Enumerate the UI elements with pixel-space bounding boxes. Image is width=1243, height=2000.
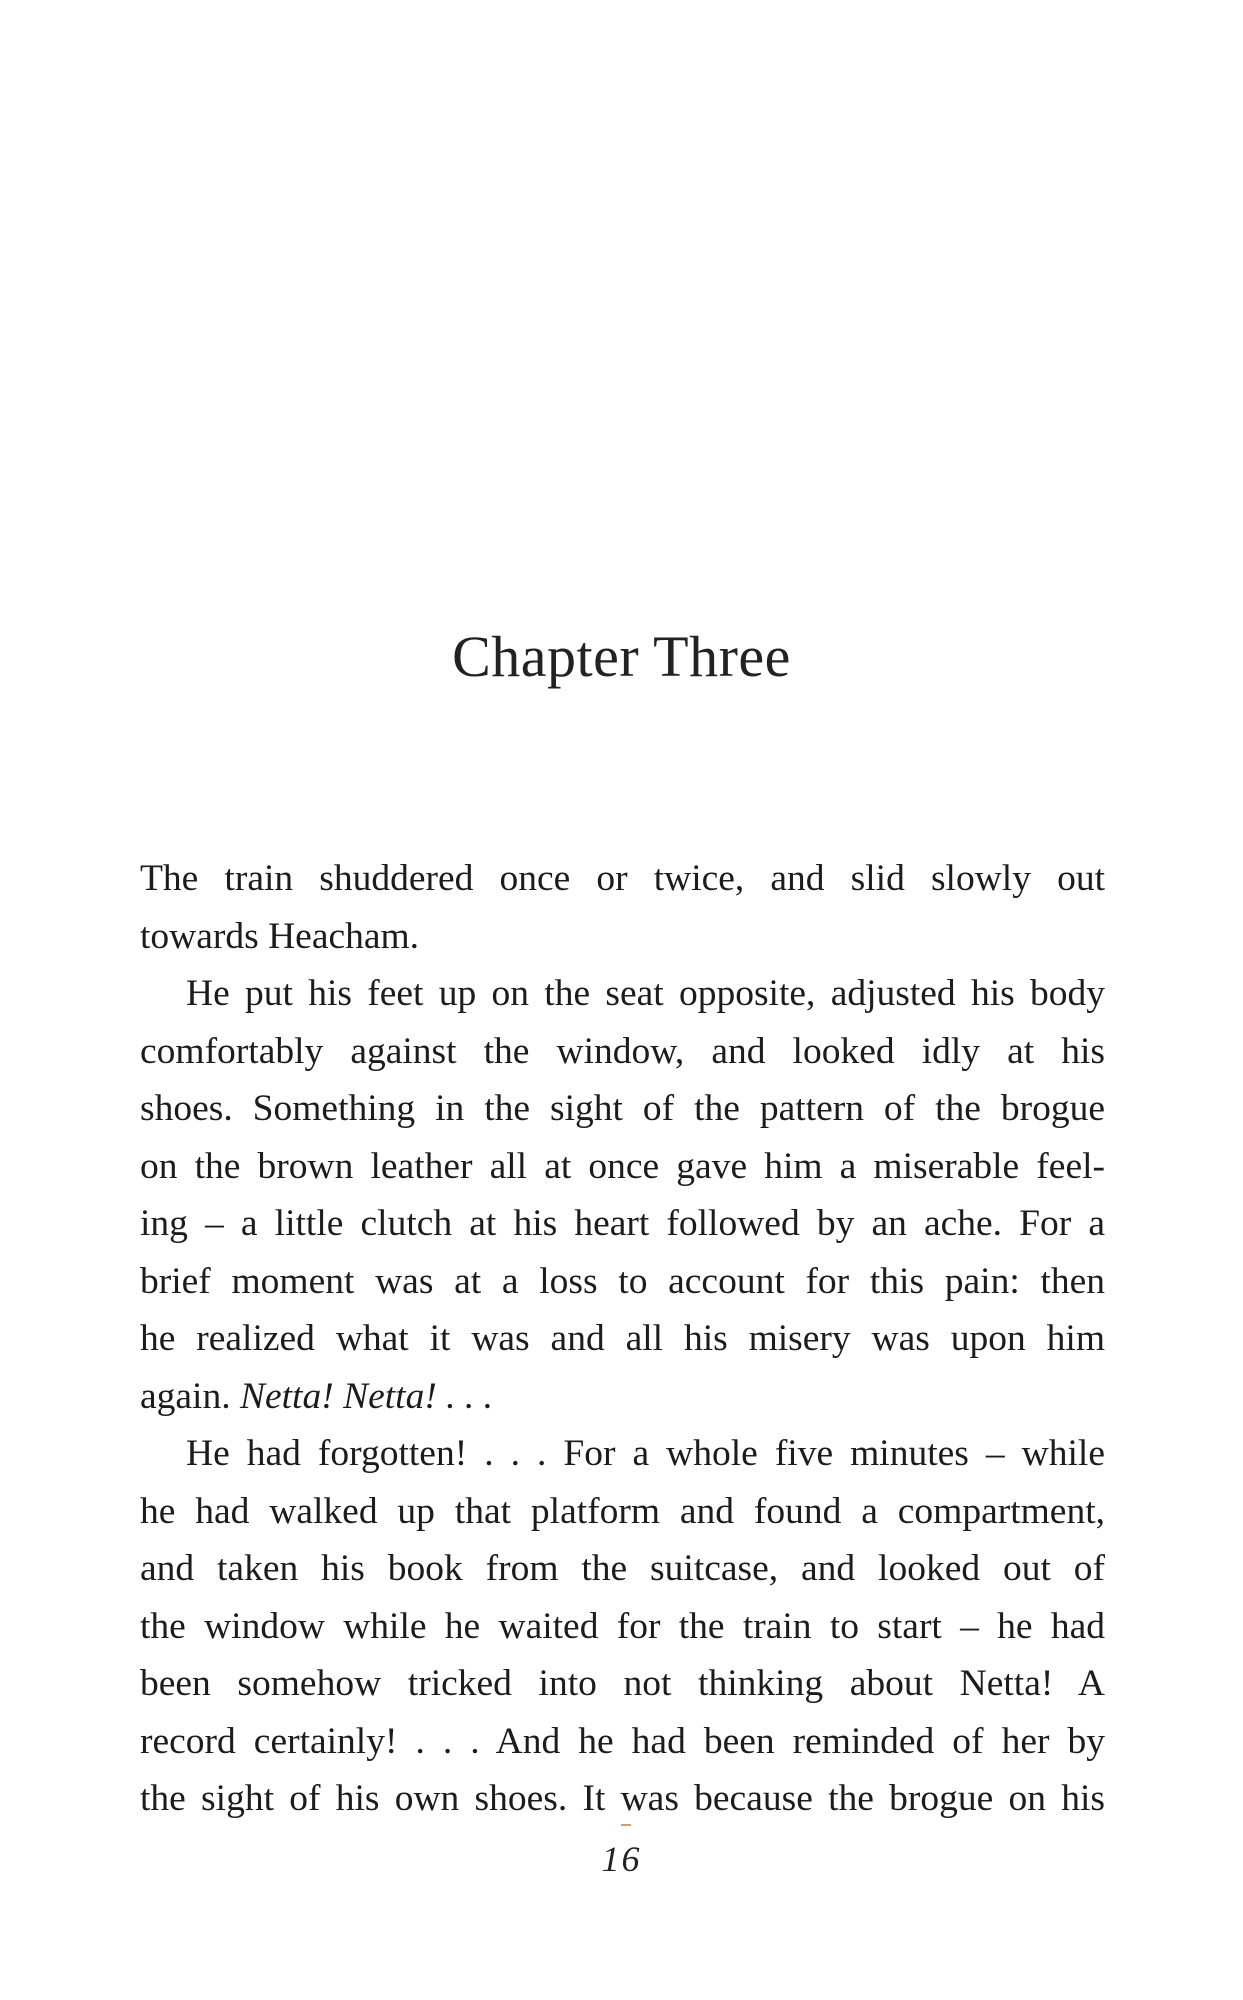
text-line: on the brown leather all at once gave him a miserable feel- — [140, 1145, 1105, 1187]
chapter-title: Chapter Three — [452, 624, 791, 689]
paragraph-1 — [140, 850, 1105, 965]
text-line: he had walked up that platform and found a compartment, — [140, 1490, 1105, 1532]
text-line: ing – a little clutch at his heart followed by an ache. For a — [140, 1203, 1105, 1244]
text-line: shoes. Something in the sight of the pattern of the brogue — [140, 1088, 1105, 1129]
text-line — [140, 1368, 1105, 1426]
text-fragment: again. — [140, 1375, 240, 1417]
text-line: He put his feet up on the seat opposite, adjusted his body — [186, 973, 1105, 1014]
text-line: comfortably against the window, and looked idly at his — [140, 1030, 1105, 1072]
folio-mark — [621, 1824, 631, 1826]
text-line: He had forgotten! . . . For a whole five minutes – while — [186, 1433, 1105, 1474]
text-line: brief moment was at a loss to account for this pain: then — [140, 1260, 1105, 1302]
text-line: towards Heacham. — [140, 915, 420, 957]
text-line: he realized what it was and all his misery was upon him — [140, 1318, 1105, 1359]
text-line: The train shuddered once or twice, and slid slowly out — [140, 858, 1105, 899]
text-line: record certainly! . . . And he had been reminded of her by — [140, 1720, 1105, 1762]
body-text — [140, 850, 1105, 1828]
text-line: and taken his book from the suitcase, and looked out of — [140, 1548, 1105, 1589]
paragraph-3 — [140, 1425, 1105, 1828]
paragraph-2 — [140, 965, 1105, 1425]
text-line: the sight of his own shoes. It was because the brogue on his — [140, 1778, 1105, 1819]
italic-text: Netta! Netta! . . . — [239, 1375, 494, 1417]
text-line: been somehow tricked into not thinking about Netta! A — [140, 1663, 1105, 1704]
page-number: 16 — [601, 1839, 642, 1879]
text-line: the window while he waited for the train to start – he had — [140, 1605, 1105, 1647]
